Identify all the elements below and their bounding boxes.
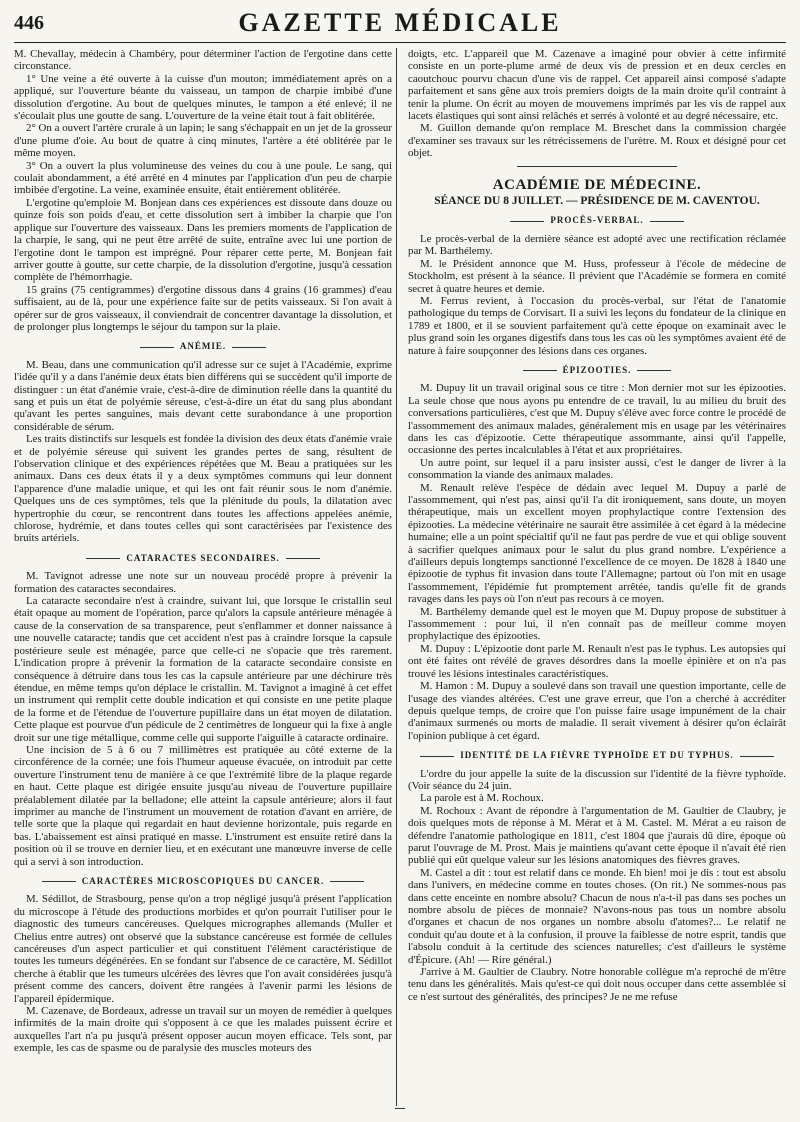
paragraph: M. Ferrus revient, à l'occasion du procès-verbal, sur l'état de l'anatomie pathologique du temps de Corvisart. Il a suivi les leçons du fondateur de la clinique en 1789 et 1800, et il se souvient parfaitement qu'à cette époque on examinait avec le plus grand soin les organes digestifs dans tous les cas où les symptômes avaient été de nature à faire soupçonner des lésions dans ces organes.: [408, 294, 786, 357]
footer-mark: [395, 1108, 405, 1109]
paragraph: La parole est à M. Rochoux.: [420, 792, 544, 805]
section-heading-cancer: CARACTÈRES MICROSCOPIQUES DU CANCER.: [14, 875, 392, 887]
paragraph: L'ordre du jour appelle la suite de la discussion sur l'identité de la fièvre typhoïde. (Voir séance du 24 juin.: [408, 767, 786, 792]
paragraph: Une incision de 5 à 6 ou 7 millimètres est pratiquée au côté externe de la circonférence de la cornée; une fois l'humeur aqueuse évacuée, on introduit par cette ouverture l'instrument tenu de manière à ce que l'extrémité libre de la plaque regarde en haut. Cette plaque est dirigée ensuite jusqu'au niveau de l'ouverture pupillaire préalablement dilatée par la belladone; elle atteint la capsule antérieure; alors il faut imprimer au manche de l'instrument un mouvement de rotation d'avant en arrière, de telle sorte que la plaque qui regardait en haut devienne horizontale, puis regarde en bas. L'abaissement est ainsi pratiqué en masse. L'instrument est ensuite retiré dans la position où il se trouve en dernier lieu, et en exécutant une manœuvre inverse de celle qui a servi à son introduction.: [14, 743, 392, 868]
section-heading-cataractes: CATARACTES SECONDAIRES.: [14, 552, 392, 564]
paragraph: Le procès-verbal de la dernière séance est adopté avec une rectification réclamée par M. Barthélemy.: [408, 232, 786, 258]
paragraph: 1° Une veine a été ouverte à la cuisse d'un mouton; immédiatement après on a appliqué, sur l'ouverture béante du vaisseau, un tampon de charpie imbibé d'une dissolution d'ergotine. Au bout de quelques minutes, le tampon a été enlevé; il ne s'écoulait plus une goutte de sang. L'ouverture de la veine était tout à fait oblitérée.: [14, 72, 392, 123]
paragraph: M. Beau, dans une communication qu'il adresse sur ce sujet à l'Académie, exprime l'idée qu'il y a dans l'anémie deux états bien différens qui se succèdent qu'il importe de distinguer : un état d'anémie vraie, c'est-à-dire de diminution réelle dans la quantité du sang et puis un état de polyémie séreuse, c'est-à-dire un état du sang plus abondant qu'avant les pertes sanguines, mais devant cette surabondance à une proportion considérable de sérum.: [14, 358, 392, 433]
paragraph: 15 grains (75 centigrammes) d'ergotine dissous dans 4 grains (16 grammes) d'eau suffisaient, au de là, pour une expérience faite sur de petits vaisseaux. Si l'on avait à opérer sur de gros vaisseaux, il conviendrait de concentrer davantage la dissolution, et de prolonger plus longtemps le séjour du tampon sur la plaie.: [14, 283, 392, 333]
paragraph: M. Dupuy lit un travail original sous ce titre : Mon dernier mot sur les épizooties. La seule chose que nous ayons pu entendre de ce travail, lu au milieu du bruit des conversations particulières, c'est que M. Dupuy s'élève avec force contre le procédé de l'assommement des animaux malades, généralement mis en usage par les vétérinaires dans les cas d'épizootie. Cette thérapeutique assommante, ainsi qu'il l'appelle, occasionne des pertes incalculables à l'état et aux propriétaires.: [408, 382, 786, 457]
paragraph: J'arrive à M. Gaultier de Claubry. Notre honorable collègue m'a reproché de m'être tenu dans les généralités. Mais qu'est-ce qui doit nous occuper dans cette assemblée si ce n'est surtout des généralités, des principes? Je ne me refuse: [408, 966, 786, 1003]
section-heading-anemie: ANÉMIE.: [14, 340, 392, 352]
paragraph: Un autre point, sur lequel il a paru insister aussi, c'est le danger de livrer à la consommation la viande des animaux malades.: [408, 456, 786, 482]
paragraph: M. Guillon demande qu'on remplace M. Breschet dans la commission chargée d'examiner ses travaux sur les rétrécissemens de l'urètre. M. Roux et désigné pour cet objet.: [408, 122, 786, 160]
paragraph: La cataracte secondaire n'est à craindre, suivant lui, que lorsque le cristallin seul était opaque au moment de l'opération, parce qu'alors la capsule antérieure ménagée à cause de la conservation de sa transparence, peut s'enflammer et donner naissance à une nouvelle cataracte; tandis que cet accident n'est pas à craindre lorsque la capsule postérieure seule est ménagée, parce que celle-ci ne s'opacie que très rarement. L'indication propre à prévenir la formation de la cataracte secondaire consiste en conséquence à détruire dans tous les cas la capsule antérieure par une déchirure très étendue, en même temps qu'on déplace le cristallin. M. Tavignot a imaginé à cet effet un instrument qui remplit cette double indication et qui consiste en une petite plaque de la forme et de l'étendue de l'ouverture pupillaire dans un état moyen de dilatation. Cette plaque est pourvue d'un pédicule de 2 centimètres de longueur qui la fixe à angle droit sur une tige métallique, comme celle qui supporte l'aiguille à cataracte ordinaire.: [14, 595, 392, 744]
paragraph: M. Renault relève l'espèce de dédain avec lequel M. Dupuy a parlé de l'assommement, qui n'est pas, ainsi qu'il l'a dit ironiquement, sans doute, un moyen thérapeutique, mais un excellent moyen prophylactique contre l'extension des épizooties. La médecine vétérinaire ne saurait être assimilée à cet égard à la médecine humaine; elle a un point spécialtif qu'il ne faut pas perdre de vue et qui oblige souvent à sacrifier quelques animaux pour le salut du plus grand nombre. L'expérience a d'ailleurs depuis longtemps sanctionné l'excellence de ce moyen. De 1828 à 1840 une épizootie de typhus fit invasion dans toute l'Allemagne; partout où l'on mit en usage l'assommement, l'épidémie fut promptement arrêtée, tandis qu'elle fit de grands ravages dans les pays où l'on n'eut pas recours à ce moyen.: [408, 481, 786, 606]
academie-title: ACADÉMIE DE MÉDECINE.: [492, 176, 702, 193]
section-heading-proces-verbal: PROCÈS-VERBAL.: [408, 214, 786, 226]
paragraph: M. Dupuy : L'épizootie dont parle M. Renault n'est pas le typhus. Les autopsies qui ont été faites ont révélé de graves désordres dans la moelle épinière et on n'a pas trouvé les lésions intestinales caractéristiques.: [408, 642, 786, 680]
header-rule: [14, 42, 786, 43]
section-heading-epizooties: ÉPIZOOTIES.: [408, 364, 786, 376]
paragraph: 3° On a ouvert la plus volumineuse des veines du cou à une poule. Le sang, qui coulait abondamment, a été arrêté en 4 minutes par l'application d'un peu de charpie imbibée d'ergotine. La veine, examinée ensuite, était entièrement oblitérée.: [14, 159, 392, 197]
page-header: [14, 6, 786, 36]
paragraph: M. Tavignot adresse une note sur un nouveau procédé propre à prévenir la formation des cataractes secondaires.: [14, 570, 392, 595]
paragraph: 2° On a ouvert l'artère crurale à un lapin; le sang s'échappait en un jet de la grosseur d'une plume d'oie. Au bout de quatre à cinq minutes, l'artère a été oblitérée par le même moyen.: [14, 122, 392, 160]
paragraph: M. Sédillot, de Strasbourg, pense qu'on a trop négligé jusqu'à présent l'application du microscope à l'étude des productions morbides et qu'on pourrait l'utiliser pour le diagnostic des tumeurs cancéreuses. Quelques micrographes allemands (Muller et Chelius entre autres) ont observé que la substance cancéreuse est formée de cellules cancéreuses d'un aspect particulier et qui constituent l'élément caractéristique de toutes les tumeurs dégénérées. En se fondant sur l'absence de ce caractère, M. Sédillot cherche à établir que les tumeurs ulcérées des lèvres que l'on avait considérées jusqu'à présent comme des cancers, doivent être rangées à l'avenir parmi les lésions de l'appareil épidermique.: [14, 893, 392, 1005]
paragraph: doigts, etc. L'appareil que M. Cazenave a imaginé pour obvier à cette infirmité consiste en un porte-plume armé de deux vis de pression et en deux cercles en caoutchouc pourvu chacun d'une vis de rappel. Cet appareil ainsi composé s'adapte parfaitement et sans gêne aux trois premiers doigts de la main droite qu'il contraint à tenir la plume. On écrit au moyen de mouvemens imprimés par les vis de rappel aux lacets élastiques qui sont ainsi relâchés et serrés à volonté et au degré nécessaire, etc.: [408, 48, 786, 123]
right-column: [408, 48, 786, 1106]
paragraph: M. Barthélemy demande quel est le moyen que M. Dupuy propose de substituer à l'assommement : pour lui, il n'en connaît pas de meilleur comme moyen prophylactique des épizooties.: [408, 605, 786, 643]
paragraph: L'ergotine qu'emploie M. Bonjean dans ces expériences est dissoute dans douze ou quinze fois son poids d'eau, et cette dissolution sert à imbiber la charpie que l'on applique sur l'ouverture des vaisseaux. Dans les premiers moments de l'application de la charpie, le sang, qui ne peut être arrêté de suite, entraîne avec lui une portion de l'ergotine dont le tampon est imprégné. Pour réparer cette perte, M. Bonjean fait arriver goutte à goutte, sur cette charpie, de la dissolution d'ergotine, jusqu'à cessation complète de l'hémorrhagie.: [14, 196, 392, 284]
paragraph: M. Chevallay, médecin à Chambéry, pour déterminer l'action de l'ergotine dans cette circonstance.: [14, 48, 392, 73]
column-divider: [396, 48, 397, 1106]
page-number: 446: [14, 12, 44, 34]
section-heading-identite: IDENTITÉ DE LA FIÈVRE TYPHOÏDE ET DU TYPHUS.: [408, 749, 786, 761]
paragraph: M. Hamon : M. Dupuy a soulevé dans son travail une question importante, celle de l'usage des viandes altérées. C'est une grave erreur, que l'on a cherché à accréditer depuis quelque temps, de croire que l'on puisse faire usage impunément de la chair d'animaux surmenés ou morts de maladie. Il serait vivement à désirer qu'on éclairât l'opinion publique à cet égard.: [408, 680, 786, 742]
paragraph: M. Castel a dit : tout est relatif dans ce monde. Eh bien! moi je dis : tout est absolu dans l'univers, en médecine comme en toutes choses. (On rit.) Ne sommes-nous pas dans cette enceinte en nombre absolu? Chacun de nous n'a-t-il pas dans ses poches un nombre absolu de pièces de monnaie? N'avons-nous pas tous un nombre absolu d'organes et chacun de nos organes un nombre absolu d'atomes?... Le relatif ne conduit qu'au doute et à la confusion, il prouve la faiblesse de notre esprit, tandis que l'absolu conduit à la certitude des sciences naturelles; c'est d'ailleurs le système d'Épicure. (Ah! — Rire général.): [408, 866, 786, 966]
paragraph: Les traits distinctifs sur lesquels est fondée la division des deux états d'anémie vraie et de polyémie séreuse qui suivent les grandes pertes de sang, résultent de l'observation clinique et des expériences répétées que M. Beau a pratiquées sur les animaux. Dans ces deux états il y a deux symptômes communs qui leur donnent l'apparence d'une maladie unique, et qui les ont fait réunir sous le nom d'anémie. Quelques uns de ces symptômes, tels que la plénitude du pouls, la dilatation avec hypertrophie du cœur, se rencontrent dans toutes les affections appelées anémie, chlorose, hydrémie, et dans toutes celles qui sont caractérisées par l'existence des bruits artériels.: [14, 433, 392, 545]
paragraph: M. le Président annonce que M. Huss, professeur à l'école de médecine de Stockholm, est présent à la séance. Il prévient que l'Académie se formera en comité secret à quatre heures et demie.: [408, 257, 786, 295]
journal-title: GAZETTE MÉDICALE: [238, 8, 562, 37]
paragraph: M. Rochoux : Avant de répondre à l'argumentation de M. Gaultier de Claubry, je dois quelques mots de réponse à M. Mérat et à M. Castel. M. Mérat a eu raison de défendre l'anatomie pathologique en 1811, c'est 1804 que j'aurais dû dire, époque où parut l'ouvrage de M. Prost. Mais je maintiens qu'avant cette époque il n'avait été rien publié qui eût quelque valeur sur les lésions anatomiques des fièvres graves.: [408, 804, 786, 867]
section-rule: [517, 166, 677, 167]
left-column: [14, 48, 392, 1106]
seance-heading: SÉANCE DU 8 JUILLET. — PRÉSIDENCE DE M. CAVENTOU.: [434, 195, 760, 208]
paragraph: M. Cazenave, de Bordeaux, adresse un travail sur un moyen de remédier à quelques infirmités de la main droite qui s'opposent à ce que les malades puissent écrire et auxquelles l'art n'a pu jusqu'à présent opposer aucun moyen efficace. Tels sont, par exemple, les cas de spasme ou de paralysie des muscles moteurs des: [14, 1005, 392, 1055]
